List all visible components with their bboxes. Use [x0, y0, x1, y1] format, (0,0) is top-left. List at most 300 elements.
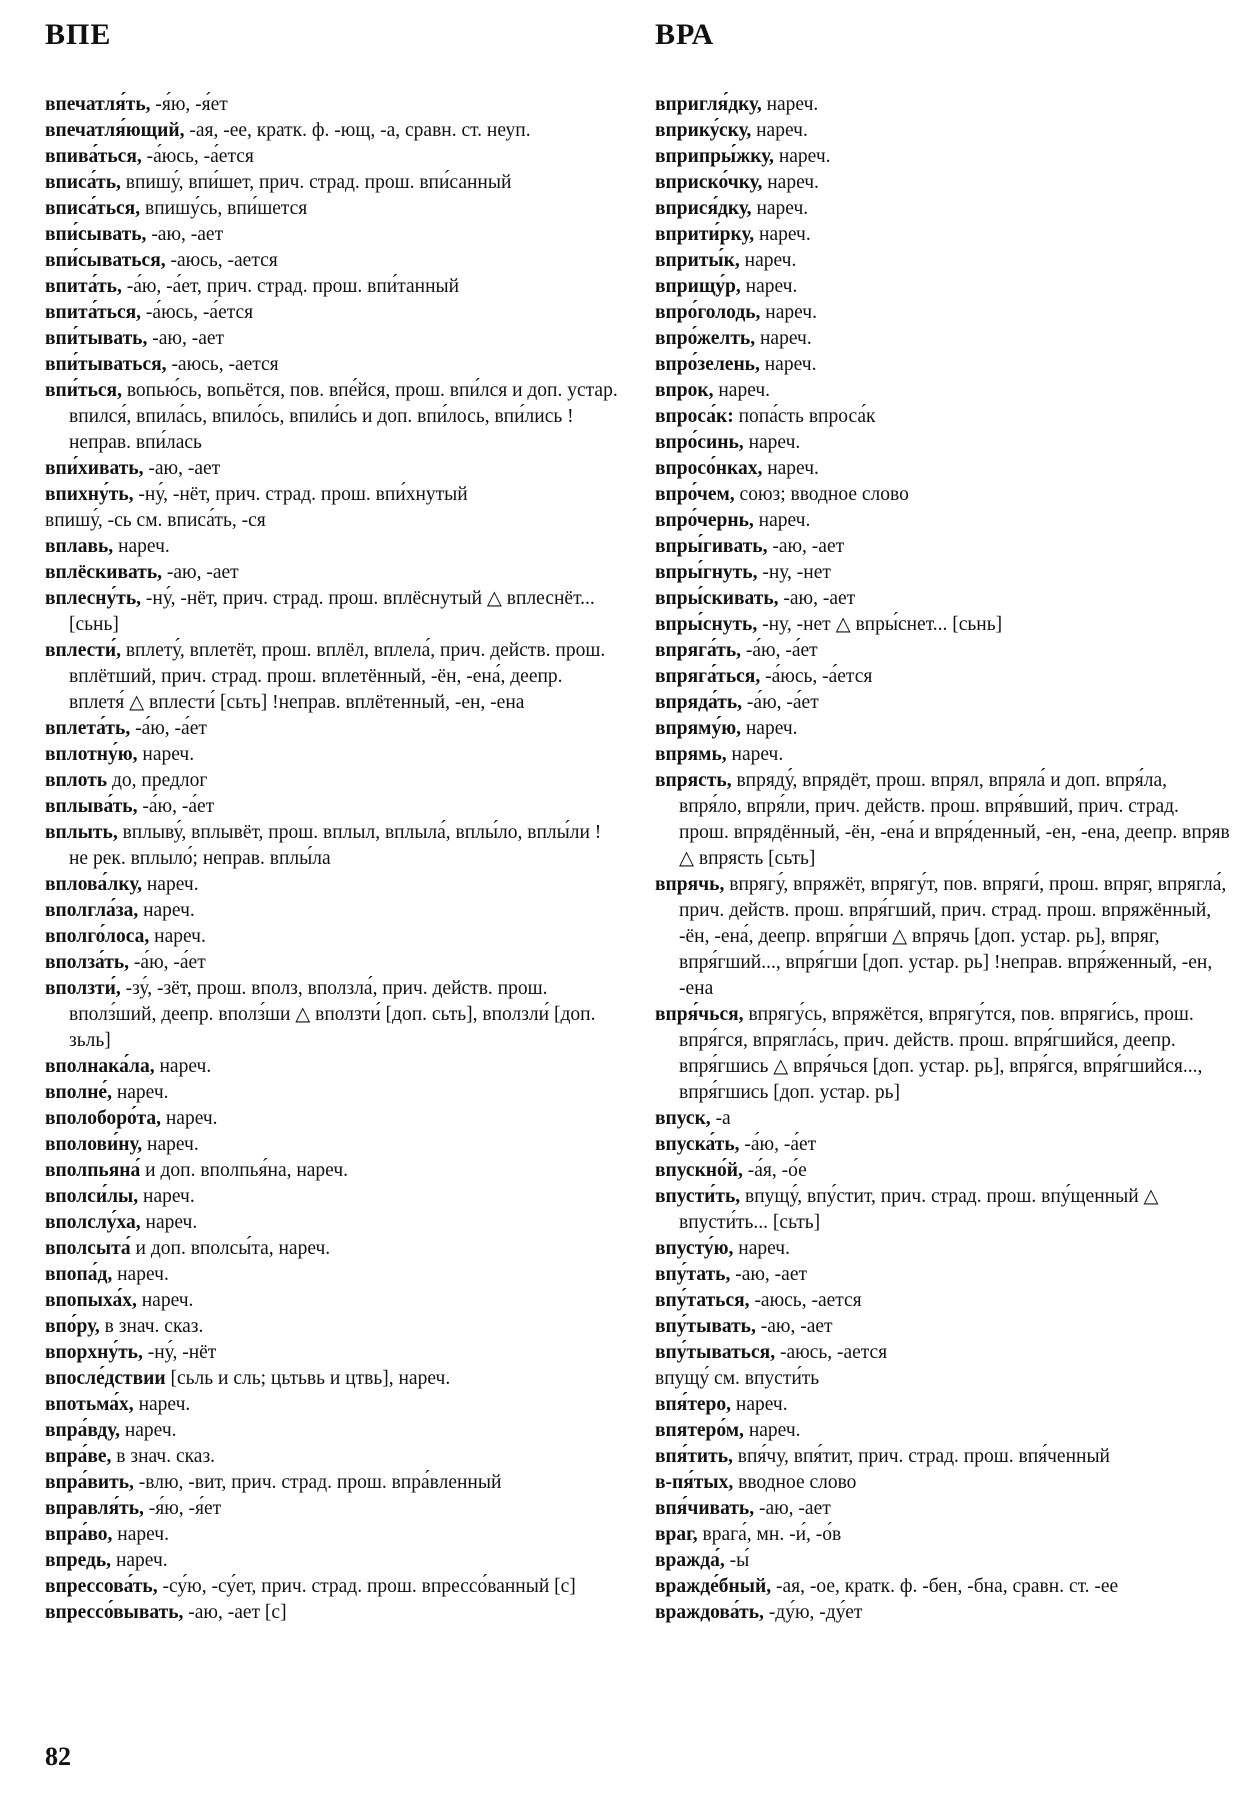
- entry-text: -аю, -ает: [755, 1316, 833, 1337]
- dictionary-entry: [655, 1002, 1230, 1106]
- dictionary-entry: [45, 196, 620, 222]
- headword: вполови́ну,: [45, 1134, 143, 1155]
- headword: вползти́,: [45, 978, 121, 999]
- headword: вполне́,: [45, 1082, 112, 1103]
- entry-text: впущу́ см. впусти́ть: [655, 1368, 820, 1389]
- entry-text: -ну́, -нёт, прич. страд. прош. впи́хнутый: [133, 484, 468, 505]
- headword: впрячь,: [655, 874, 725, 895]
- entry-text: в знач. сказ.: [99, 1316, 204, 1337]
- dictionary-entry: [655, 1366, 1230, 1392]
- entry-text: нареч.: [112, 1524, 169, 1545]
- entry-text: -аю, -ает [с]: [183, 1602, 287, 1623]
- headword: вплыть,: [45, 822, 118, 843]
- dictionary-entry: [45, 560, 620, 586]
- headword: впрессо́вывать,: [45, 1602, 184, 1623]
- entry-text: -я́ю, -я́ет: [150, 94, 228, 115]
- dictionary-entry: [655, 456, 1230, 482]
- headword: впу́тываться,: [655, 1342, 776, 1363]
- headword: в-пя́тых,: [655, 1472, 734, 1493]
- dictionary-entry: [655, 1106, 1230, 1132]
- headword: впива́ться,: [45, 146, 142, 167]
- headword: впечатля́ть,: [45, 94, 151, 115]
- headword: враг,: [655, 1524, 698, 1545]
- entry-text: -а: [710, 1108, 731, 1129]
- headword: впи́хивать,: [45, 458, 144, 479]
- entry-text: вопью́сь, вопьётся, пов. впе́йся, прош. впи́лся и доп. устар. впился́, впила́сь, впило́сь, впили́сь и доп. впи́лось, впи́лись !неправ. впи́лась: [69, 380, 618, 453]
- entry-text: нареч.: [160, 1108, 218, 1129]
- entry-text: -ну́, -нёт: [142, 1342, 217, 1363]
- dictionary-entry: [655, 1496, 1230, 1522]
- entry-text: впущу́, впу́стит, прич. страд. прош. впу́щенный △ впусти́ть... [сьть]: [679, 1186, 1159, 1233]
- right-guide-word: ВРА: [655, 18, 715, 51]
- dictionary-entry: [45, 1236, 620, 1262]
- entry-text: нареч.: [142, 874, 199, 895]
- headword: впряга́ться,: [655, 666, 761, 687]
- entry-text: в знач. сказ.: [111, 1446, 216, 1467]
- dictionary-entry: [655, 1314, 1230, 1340]
- dictionary-entry: [655, 144, 1230, 170]
- headword: впры́скивать,: [655, 588, 779, 609]
- headword: впредь,: [45, 1550, 112, 1571]
- headword: впуска́ть,: [655, 1134, 740, 1155]
- entry-text: -а́ю, -а́ет: [129, 952, 206, 973]
- entry-text: впряду́, впрядёт, прош. впрял, впряла́ и доп. впря́ла, впря́ло, впря́ли, прич. действ. прош. впря́вший, прич. страд. прош. впрядённый, -ён, -ена́ и впря́денный, -ен, -ена, деепр. впряв △ впрясть [сьть]: [679, 770, 1230, 869]
- headword: впускно́й,: [655, 1160, 743, 1181]
- dictionary-entry: [45, 326, 620, 352]
- entry-text: -ая, -ее, кратк. ф. -ющ, -а, сравн. ст. неуп.: [184, 120, 531, 141]
- headword: впро́зелень,: [655, 354, 760, 375]
- entry-text: -а́юсь, -а́ется: [141, 146, 254, 167]
- dictionary-entry: [45, 482, 620, 508]
- entry-text: -су́ю, -су́ет, прич. страд. прош. впрессо́ванный [с]: [157, 1576, 576, 1597]
- headword: вприско́чку,: [655, 172, 763, 193]
- entry-text: -ну, -нет △ впры́снет... [сьнь]: [757, 614, 1003, 635]
- entry-text: нареч.: [754, 224, 811, 245]
- entry-text: -ну́, -нёт, прич. страд. прош. вплёснутый △ вплеснёт... [сьнь]: [69, 588, 595, 635]
- entry-text: и доп. вполпья́на, нареч.: [140, 1160, 349, 1181]
- dictionary-entry: [45, 716, 620, 742]
- right-column: [655, 92, 1230, 1626]
- dictionary-entry: [45, 820, 620, 872]
- left-column: [45, 92, 620, 1626]
- dictionary-entry: [45, 1106, 620, 1132]
- headword: впя́теро,: [655, 1394, 732, 1415]
- entry-text: -а́я, -о́е: [742, 1160, 807, 1181]
- dictionary-entry: [45, 1080, 620, 1106]
- entry-text: нареч.: [113, 536, 170, 557]
- dictionary-entry: [45, 872, 620, 898]
- headword: вполсыта́: [45, 1238, 131, 1259]
- headword: впуск,: [655, 1108, 711, 1129]
- entry-text: нареч.: [759, 354, 817, 375]
- headword: впу́таться,: [655, 1290, 750, 1311]
- dictionary-entry: [655, 534, 1230, 560]
- dictionary-entry: [45, 170, 620, 196]
- headword: впятеро́м,: [655, 1420, 744, 1441]
- entry-text: и доп. вполсы́та, нареч.: [130, 1238, 331, 1259]
- entry-text: впрягу́, впряжёт, впрягу́т, пов. впряги́, прош. впряг, впрягла́, прич. действ. прош. впря́гший, прич. страд. прош. впряжённый, -ён, -ена́, деепр. впря́гши △ впрячь [доп. устар. рь], впряг, впря́гший..., впря́гши [доп. устар. рь] !неправ. впря́женный, -ен, -ена: [679, 874, 1227, 999]
- headword: вполпьяна́: [45, 1160, 141, 1181]
- headword: вплёскивать,: [45, 562, 163, 583]
- dictionary-entry: [45, 456, 620, 482]
- entry-text: нареч.: [726, 744, 784, 765]
- entry-text: -ая, -ое, кратк. ф. -бен, -бна, сравн. ст. -ее: [771, 1576, 1119, 1597]
- left-guide-word: ВПЕ: [45, 18, 112, 51]
- dictionary-entry: [655, 742, 1230, 768]
- dictionary-entry: [45, 586, 620, 638]
- headword: вплести́,: [45, 640, 121, 661]
- entry-text: нареч.: [138, 900, 195, 921]
- entry-text: -влю, -вит, прич. страд. прош. впра́вленный: [133, 1472, 502, 1493]
- entry-text: нареч.: [751, 120, 808, 141]
- headword: вполго́лоса,: [45, 926, 150, 947]
- dictionary-entry: [655, 1548, 1230, 1574]
- dictionary-entry: [655, 664, 1230, 690]
- headword: впосле́дствии: [45, 1368, 166, 1389]
- dictionary-entry: [45, 1574, 620, 1600]
- headword: вплыва́ть,: [45, 796, 138, 817]
- entry-text: впишу́, -сь см. вписа́ть, -ся: [45, 510, 266, 531]
- dictionary-entry: [45, 378, 620, 456]
- dictionary-entry: [45, 1054, 620, 1080]
- dictionary-entry: [655, 1340, 1230, 1366]
- entry-text: -аю, -ает: [754, 1498, 831, 1519]
- dictionary-entry: [655, 482, 1230, 508]
- dictionary-entry: [45, 976, 620, 1054]
- headword: впроса́к:: [655, 406, 734, 427]
- headword: впро́желть,: [655, 328, 756, 349]
- headword: впро́синь,: [655, 432, 744, 453]
- entry-text: нареч.: [733, 1238, 790, 1259]
- dictionary-entry: [655, 222, 1230, 248]
- entry-text: нареч.: [743, 432, 801, 453]
- dictionary-entry: [655, 1470, 1230, 1496]
- entry-text: нареч.: [743, 1420, 801, 1441]
- entry-text: нареч.: [112, 1264, 169, 1285]
- dictionary-entry: [655, 378, 1230, 404]
- headword: впрок,: [655, 380, 714, 401]
- dictionary-entry: [655, 1236, 1230, 1262]
- dictionary-entry: [45, 742, 620, 768]
- entry-text: нареч.: [762, 172, 819, 193]
- headword: вплоть: [45, 770, 108, 791]
- entry-text: -аюсь, -ается: [166, 354, 279, 375]
- dictionary-entry: [45, 1496, 620, 1522]
- entry-text: нареч.: [133, 1394, 191, 1415]
- entry-text: союз; вводное слово: [734, 484, 909, 505]
- dictionary-entry: [655, 638, 1230, 664]
- headword: впусту́ю,: [655, 1238, 734, 1259]
- dictionary-entry: [655, 560, 1230, 586]
- headword: впи́ться,: [45, 380, 122, 401]
- dictionary-entry: [45, 144, 620, 170]
- headword: вприпры́жку,: [655, 146, 774, 167]
- headword: вражде́бный,: [655, 1576, 772, 1597]
- entry-text: нареч.: [762, 458, 819, 479]
- entry-text: -а́ю, -а́ет, прич. страд. прош. впи́танный: [121, 276, 460, 297]
- headword: вплавь,: [45, 536, 114, 557]
- entry-text: нареч.: [138, 1186, 195, 1207]
- headword: впо́ру,: [45, 1316, 100, 1337]
- entry-text: нареч.: [760, 302, 817, 323]
- headword: вплета́ть,: [45, 718, 131, 739]
- dictionary-entry: [45, 1600, 620, 1626]
- entry-text: -ду́ю, -ду́ет: [763, 1602, 863, 1623]
- headword: впрясть,: [655, 770, 732, 791]
- entry-text: -аю, -ает: [147, 328, 225, 349]
- headword: вполнака́ла,: [45, 1056, 155, 1077]
- headword: вполслу́ха,: [45, 1212, 141, 1233]
- dictionary-entry: [45, 1366, 620, 1392]
- headword: вприти́рку,: [655, 224, 755, 245]
- entry-text: врага́, мн. -и́, -о́в: [697, 1524, 842, 1545]
- entry-text: нареч.: [740, 276, 798, 297]
- dictionary-entry: [45, 1340, 620, 1366]
- page-number: 82: [45, 1742, 71, 1771]
- dictionary-entry: [655, 612, 1230, 638]
- entry-text: -аюсь, -ается: [165, 250, 278, 271]
- entry-text: нареч.: [119, 1420, 177, 1441]
- headword: впригля́дку,: [655, 94, 762, 115]
- entry-text: нареч.: [136, 1290, 194, 1311]
- dictionary-entry: [655, 1444, 1230, 1470]
- headword: впро́голодь,: [655, 302, 761, 323]
- dictionary-entry: [45, 92, 620, 118]
- dictionary-entry: [655, 1392, 1230, 1418]
- dictionary-entry: [655, 196, 1230, 222]
- dictionary-entry: [655, 1288, 1230, 1314]
- headword: вплова́лку,: [45, 874, 142, 895]
- headword: впря́чься,: [655, 1004, 744, 1025]
- entry-text: -ы́: [724, 1550, 750, 1571]
- entry-text: нареч.: [111, 1082, 169, 1103]
- entry-text: -аю, -ает: [767, 536, 845, 557]
- dictionary-entry: [655, 716, 1230, 742]
- headword: впорхну́ть,: [45, 1342, 143, 1363]
- entry-text: нареч.: [761, 94, 819, 115]
- headword: вполси́лы,: [45, 1186, 139, 1207]
- entry-text: впишу́сь, впи́шется: [140, 198, 308, 219]
- headword: впотьма́х,: [45, 1394, 134, 1415]
- dictionary-entry: [45, 1548, 620, 1574]
- headword: впопа́д,: [45, 1264, 113, 1285]
- dictionary-entry: [45, 248, 620, 274]
- dictionary-entry: [45, 508, 620, 534]
- headword: впра́вить,: [45, 1472, 134, 1493]
- entry-text: нареч.: [739, 250, 797, 271]
- dictionary-entry: [45, 1314, 620, 1340]
- headword: вправля́ть,: [45, 1498, 144, 1519]
- headword: впра́во,: [45, 1524, 113, 1545]
- headword: впрессова́ть,: [45, 1576, 158, 1597]
- dictionary-entry: [45, 1262, 620, 1288]
- entry-text: нареч.: [740, 718, 798, 739]
- headword: впу́тывать,: [655, 1316, 756, 1337]
- dictionary-entry: [45, 1392, 620, 1418]
- headword: впихну́ть,: [45, 484, 134, 505]
- dictionary-entry: [45, 222, 620, 248]
- headword: враждова́ть,: [655, 1602, 764, 1623]
- headword: впряму́ю,: [655, 718, 741, 739]
- headword: впи́сываться,: [45, 250, 166, 271]
- entry-text: -я́ю, -я́ет: [143, 1498, 222, 1519]
- entry-text: -а́ю, -а́ет: [137, 796, 215, 817]
- headword: вполгла́за,: [45, 900, 139, 921]
- entry-text: -а́юсь, -а́ется: [760, 666, 873, 687]
- dictionary-entry: [655, 1132, 1230, 1158]
- dictionary-entry: [655, 872, 1230, 1002]
- headword: впры́гивать,: [655, 536, 768, 557]
- entry-text: -а́ю, -а́ет: [739, 1134, 817, 1155]
- headword: впя́чивать,: [655, 1498, 755, 1519]
- entry-text: -ну, -нет: [757, 562, 831, 583]
- dictionary-entry: [45, 768, 620, 794]
- dictionary-entry: [45, 1158, 620, 1184]
- entry-text: впишу́, впи́шет, прич. страд. прош. впи́санный: [120, 172, 512, 193]
- headword: вписа́ться,: [45, 198, 141, 219]
- headword: вполоборо́та,: [45, 1108, 161, 1129]
- headword: впопыха́х,: [45, 1290, 137, 1311]
- dictionary-entry: [45, 794, 620, 820]
- entry-text: впрягу́сь, впряжётся, впрягу́тся, пов. впряги́сь, прош. впря́гся, впрягла́сь, прич. действ. прош. впря́гшийся, деепр. впря́гшись △ впря́чься [доп. устар. рь], впря́гся, впря́гшийся..., впря́гшись [доп. устар. рь]: [679, 1004, 1203, 1103]
- headword: вприся́дку,: [655, 198, 752, 219]
- dictionary-entry: [655, 1158, 1230, 1184]
- dictionary-entry: [45, 274, 620, 300]
- entry-text: -а́ю, -а́ет: [742, 692, 819, 713]
- headword: впи́тываться,: [45, 354, 167, 375]
- entry-text: -аю, -ает: [730, 1264, 808, 1285]
- entry-text: нареч.: [731, 1394, 788, 1415]
- dictionary-entry: [45, 638, 620, 716]
- entry-text: -аю, -ает: [146, 224, 224, 245]
- entry-text: попа́сть впроса́к: [733, 406, 876, 427]
- entry-text: -аюсь, -ается: [775, 1342, 888, 1363]
- headword: впряга́ть,: [655, 640, 742, 661]
- entry-text: нареч.: [753, 510, 811, 531]
- dictionary-entry: [45, 1444, 620, 1470]
- dictionary-entry: [45, 898, 620, 924]
- dictionary-entry: [655, 586, 1230, 612]
- dictionary-entry: [45, 118, 620, 144]
- entry-text: нареч.: [773, 146, 831, 167]
- headword: впи́тывать,: [45, 328, 148, 349]
- headword: вприку́ску,: [655, 120, 752, 141]
- dictionary-entry: [45, 534, 620, 560]
- entry-text: -зу́, -зёт, прош. вполз, вползла́, прич. действ. прош. вполз́ший, деепр. вполз́ши △ вползти́ [доп. сьть], вползли́ [доп. зьль]: [69, 978, 596, 1051]
- headword: впита́ть,: [45, 276, 122, 297]
- dictionary-entry: [655, 118, 1230, 144]
- dictionary-entry: [45, 950, 620, 976]
- dictionary-entry: [655, 248, 1230, 274]
- entry-text: впя́чу, впя́тит, прич. страд. прош. впя́ченный: [732, 1446, 1110, 1467]
- dictionary-entry: [655, 1522, 1230, 1548]
- dictionary-entry: [45, 352, 620, 378]
- entry-text: вводное слово: [733, 1472, 857, 1493]
- dictionary-entry: [45, 1470, 620, 1496]
- headword: вприты́к,: [655, 250, 740, 271]
- dictionary-entry: [655, 1600, 1230, 1626]
- dictionary-entry: [655, 170, 1230, 196]
- dictionary-entry: [655, 1184, 1230, 1236]
- dictionary-entry: [45, 300, 620, 326]
- dictionary-entry: [45, 1288, 620, 1314]
- headword: впры́снуть,: [655, 614, 758, 635]
- dictionary-entry: [655, 326, 1230, 352]
- entry-text: нареч.: [713, 380, 771, 401]
- dictionary-entry: [45, 1522, 620, 1548]
- dictionary-entry: [655, 1574, 1230, 1600]
- dictionary-entry: [655, 508, 1230, 534]
- entry-text: вплыву́, вплывёт, прош. вплыл, вплыла́, вплы́ло, вплы́ли !не рек. вплыло́; неправ. вплы́ла: [69, 822, 602, 869]
- headword: впусти́ть,: [655, 1186, 741, 1207]
- headword: впряда́ть,: [655, 692, 743, 713]
- dictionary-entry: [45, 1418, 620, 1444]
- headword: впро́чернь,: [655, 510, 754, 531]
- dictionary-entry: [655, 404, 1230, 430]
- headword: впрямь,: [655, 744, 727, 765]
- entry-text: -аюсь, -ается: [749, 1290, 862, 1311]
- entry-text: -аю, -ает: [143, 458, 221, 479]
- entry-text: нареч.: [149, 926, 206, 947]
- headword: впра́вду,: [45, 1420, 120, 1441]
- entry-text: нареч.: [154, 1056, 212, 1077]
- dictionary-entry: [45, 1210, 620, 1236]
- headword: впита́ться,: [45, 302, 142, 323]
- dictionary-entry: [655, 430, 1230, 456]
- headword: впры́гнуть,: [655, 562, 758, 583]
- entry-text: -а́ю, -а́ет: [130, 718, 207, 739]
- headword: впра́ве,: [45, 1446, 112, 1467]
- dictionary-entry: [655, 768, 1230, 872]
- headword: вражда́,: [655, 1550, 725, 1571]
- headword: вплесну́ть,: [45, 588, 142, 609]
- dictionary-entry: [655, 690, 1230, 716]
- headword: вплотну́ю,: [45, 744, 138, 765]
- entry-text: -а́ю, -а́ет: [741, 640, 818, 661]
- headword: впи́сывать,: [45, 224, 147, 245]
- dictionary-entry: [45, 1132, 620, 1158]
- dictionary-entry: [655, 1418, 1230, 1444]
- dictionary-entry: [655, 92, 1230, 118]
- entry-text: [сьль и сль; цьтьвь и цтвь], нареч.: [165, 1368, 451, 1389]
- headword: впу́тать,: [655, 1264, 731, 1285]
- dictionary-entry: [45, 924, 620, 950]
- dictionary-entry: [655, 274, 1230, 300]
- entry-text: нареч.: [140, 1212, 198, 1233]
- headword: вполза́ть,: [45, 952, 130, 973]
- entry-text: вплету́, вплетёт, прош. вплёл, вплела́, прич. действ. прош. вплётший, прич. страд. прош. вплетённый, -ён, -ена́, деепр. вплетя́ △ вплести́ [сьть] !неправ. вплётенный, -ен, -ена: [69, 640, 606, 713]
- dictionary-entry: [655, 300, 1230, 326]
- entry-text: нареч.: [111, 1550, 168, 1571]
- dictionary-entry: [655, 1262, 1230, 1288]
- headword: впя́тить,: [655, 1446, 733, 1467]
- entry-text: -а́юсь, -а́ется: [141, 302, 254, 323]
- entry-text: -аю, -ает: [778, 588, 856, 609]
- headword: впечатля́ющий,: [45, 120, 185, 141]
- dictionary-entry: [655, 352, 1230, 378]
- headword: вприщу́р,: [655, 276, 741, 297]
- entry-text: нареч.: [137, 744, 195, 765]
- entry-text: нареч.: [755, 328, 812, 349]
- entry-text: до, предлог: [107, 770, 208, 791]
- headword: впросо́нках,: [655, 458, 763, 479]
- headword: впро́чем,: [655, 484, 735, 505]
- entry-text: нареч.: [751, 198, 809, 219]
- dictionary-entry: [45, 1184, 620, 1210]
- headword: вписа́ть,: [45, 172, 121, 193]
- entry-text: -аю, -ает: [162, 562, 239, 583]
- entry-text: нареч.: [142, 1134, 199, 1155]
